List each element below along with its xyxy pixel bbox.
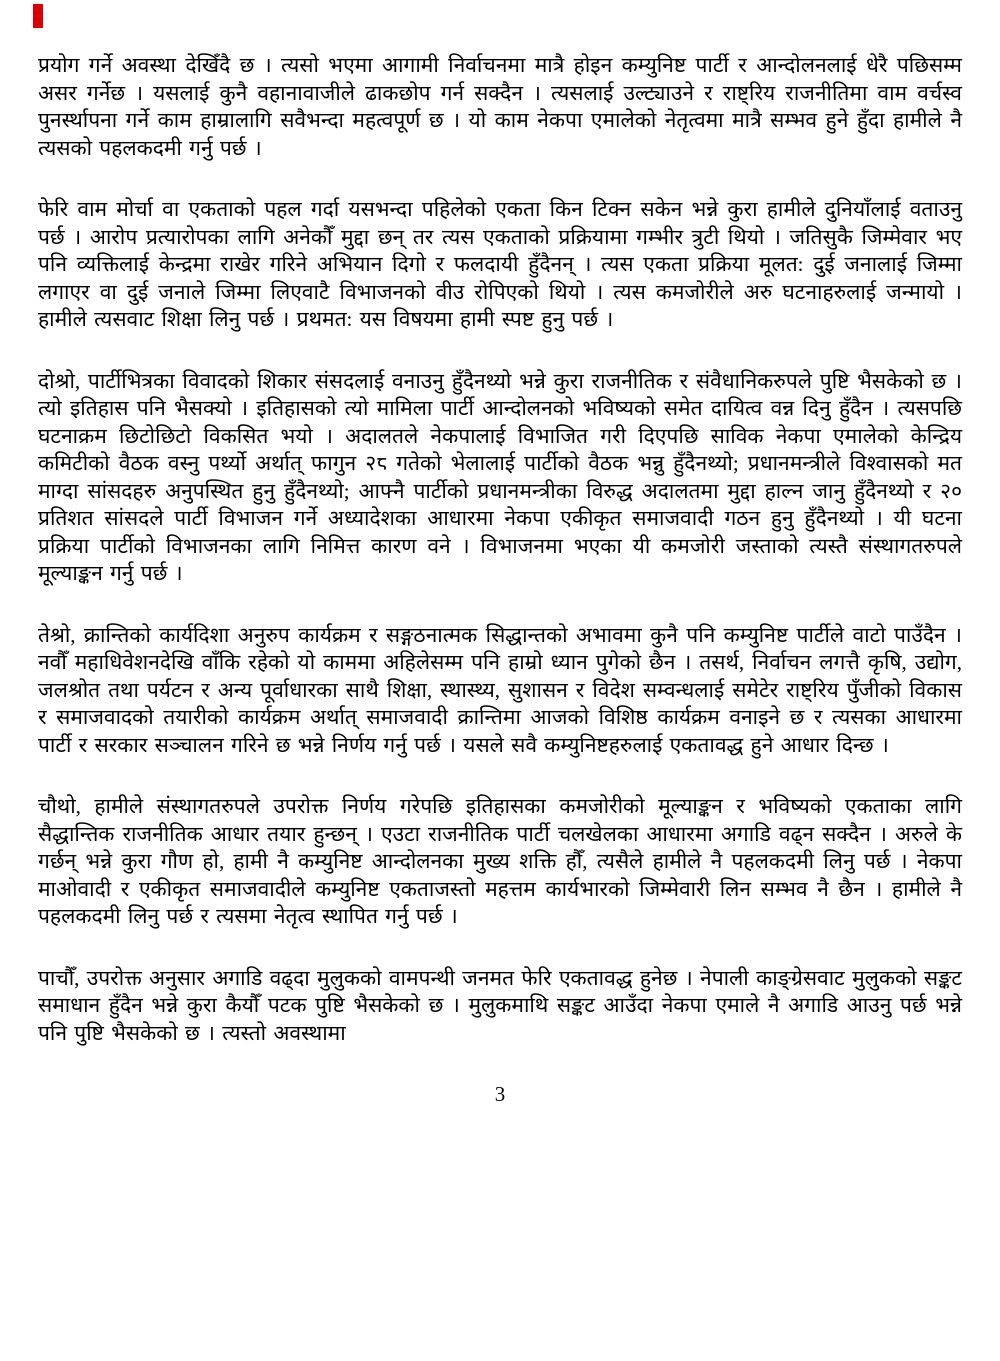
text-cursor-mark	[33, 4, 43, 28]
paragraph-1: प्रयोग गर्ने अवस्था देखिँदै छ । त्यसो भएमा आगामी निर्वाचनमा मात्रै होइन कम्युनिष्ट पार्टी र आन्दोलनलाई धेरै पछिसम्म असर गर्नेछ । यसलाई कुनै वहानावाजीले ढाकछोप गर्न सक्दैन । त्यसलाई उल्ट्याउने र राष्ट्रिय राजनीतिमा वाम वर्चस्व पुनर्स्थापना गर्ने काम हाम्रालागि सवैभन्दा महत्वपूर्ण छ । यो काम नेकपा एमालेको नेतृत्वमा मात्रै सम्भव हुने हुँदा हामीले नै त्यसको पहलकदमी गर्नु पर्छ ।	[38, 53, 962, 160]
paragraph-4: तेश्रो, क्रान्तिको कार्यदिशा अनुरुप कार्यक्रम र सङ्गठनात्मक सिद्धान्तको अभावमा कुनै पनि कम्युनिष्ट पार्टीले वाटो पाउँदैन । नवौँ महाधिवेशनदेखि वाँकि रहेको यो काममा अहिलेसम्म पनि हाम्रो ध्यान पुगेको छैन । तसर्थ, निर्वाचन लगत्तै कृषि, उद्योग, जलश्रोत तथा पर्यटन र अन्य पूर्वाधारका साथै शिक्षा, स्थास्थ्य, सुशासन र विदेश सम्वन्धलाई समेटेर राष्ट्रिय पुँजीको विकास र समाजवादको तयारीको कार्यक्रम अर्थात् समाजवादी क्रान्तिमा आजको विशिष्ठ कार्यक्रम वनाइने छ र त्यसका आधारमा पार्टी र सरकार सञ्चालन गरिने छ भन्ने निर्णय गर्नु पर्छ । यसले सवै कम्युनिष्टहरुलाई एकतावद्ध हुने आधार दिन्छ ।	[38, 622, 962, 757]
page-number: 3	[494, 1082, 506, 1106]
paragraph-5: चौथो, हामीले संस्थागतरुपले उपरोक्त निर्णय गरेपछि इतिहासका कमजोरीको मूल्याङ्कन र भविष्यको एकताका लागि सैद्धान्तिक राजनीतिक आधार तयार हुन्छन् । एउटा राजनीतिक पार्टी चलखेलका आधारमा अगाडि वढ्न सक्दैन । अरुले के गर्छन् भन्ने कुरा गौण हो, हामी नै कम्युनिष्ट आन्दोलनका मुख्य शक्ति हौँ, त्यसैले हामीले नै पहलकदमी लिनु पर्छ । नेकपा माओवादी र एकीकृत समाजवादीले कम्युनिष्ट एकताजस्तो महत्तम कार्यभारको जिम्मेवारी लिन सम्भव नै छैन । हामीले नै पहलकदमी लिनु पर्छ र त्यसमा नेतृत्व स्थापित गर्नु पर्छ ।	[38, 794, 962, 928]
paragraph-3: दोश्रो, पार्टीभित्रका विवादको शिकार संसदलाई वनाउनु हुँदैनथ्यो भन्ने कुरा राजनीतिक र संवैधानिकरुपले पुष्टि भैसकेको छ । त्यो इतिहास पनि भैसक्यो । इतिहासको त्यो मामिला पार्टी आन्दोलनको भविष्यको समेत दायित्व वन्न दिनु हुँदैन । त्यसपछि घटनाक्रम छिटोछिटो विकसित भयो । अदालतले नेकपालाई विभाजित गरी दिएपछि साविक नेकपा एमालेको केन्द्रिय कमिटीको वैठक वस्नु पर्थ्यो अर्थात् फागुन २८ गतेको भेलालाई पार्टीको वैठक भन्नु हुँदैनथ्यो; प्रधानमन्त्रीले विश्वासको मत माग्दा सांसदहरु अनुपस्थित हुनु हुँदैनथ्यो; आफ्नै पार्टीको प्रधानमन्त्रीका विरुद्ध अदालतमा मुद्दा हाल्न जानु हुँदैनथ्यो र २० प्रतिशत सांसदले पार्टी विभाजन गर्ने अध्यादेशका आधारमा नेकपा एकीकृत समाजवादी गठन हुनु हुँदैनथ्यो । यी घटना प्रक्रिया पार्टीको विभाजनका लागि निमित्त कारण वने । विभाजनमा भएका यी कमजोरी जस्ताको त्यस्तै संस्थागतरुपले मूल्याङ्कन गर्नु पर्छ ।	[38, 368, 962, 585]
paragraph-6: पाचौँ, उपरोक्त अनुसार अगाडि वढ्दा मुलुकको वामपन्थी जनमत फेरि एकतावद्ध हुनेछ । नेपाली काङ्ग्रेसवाट मुलुकको सङ्कट समाधान हुँदैन भन्ने कुरा कैयौँ पटक पुष्टि भैसकेको छ । मुलुकमाथि सङ्कट आउँदा नेकपा एमाले नै अगाडि आउनु पर्छ भन्ने पनि पुष्टि भैसकेको छ । त्यस्तो अवस्थामा	[38, 965, 962, 1045]
paragraph-2: फेरि वाम मोर्चा वा एकताको पहल गर्दा यसभन्दा पहिलेको एकता किन टिक्न सकेन भन्ने कुरा हामीले दुनियाँलाई वताउनु पर्छ । आरोप प्रत्यारोपका लागि अनेकौँ मुद्दा छन् तर त्यस एकताको प्रक्रियामा गम्भीर त्रुटी थियो । जतिसुकै जिम्मेवार भए पनि व्यक्तिलाई केन्द्रमा राखेर गरिने अभियान दिगो र फलदायी हुँदैनन् । त्यस एकता प्रक्रिया मूलत: दुई जनालाई जिम्मा लगाएर वा दुई जनाले जिम्मा लिएवाटै विभाजनको वीउ रोपिएको थियो । त्यस कमजोरीले अरु घटनाहरुलाई जन्मायो । हामीले त्यसवाट शिक्षा लिनु पर्छ । प्रथमत: यस विषयमा हामी स्पष्ट हुनु पर्छ ।	[38, 197, 962, 331]
